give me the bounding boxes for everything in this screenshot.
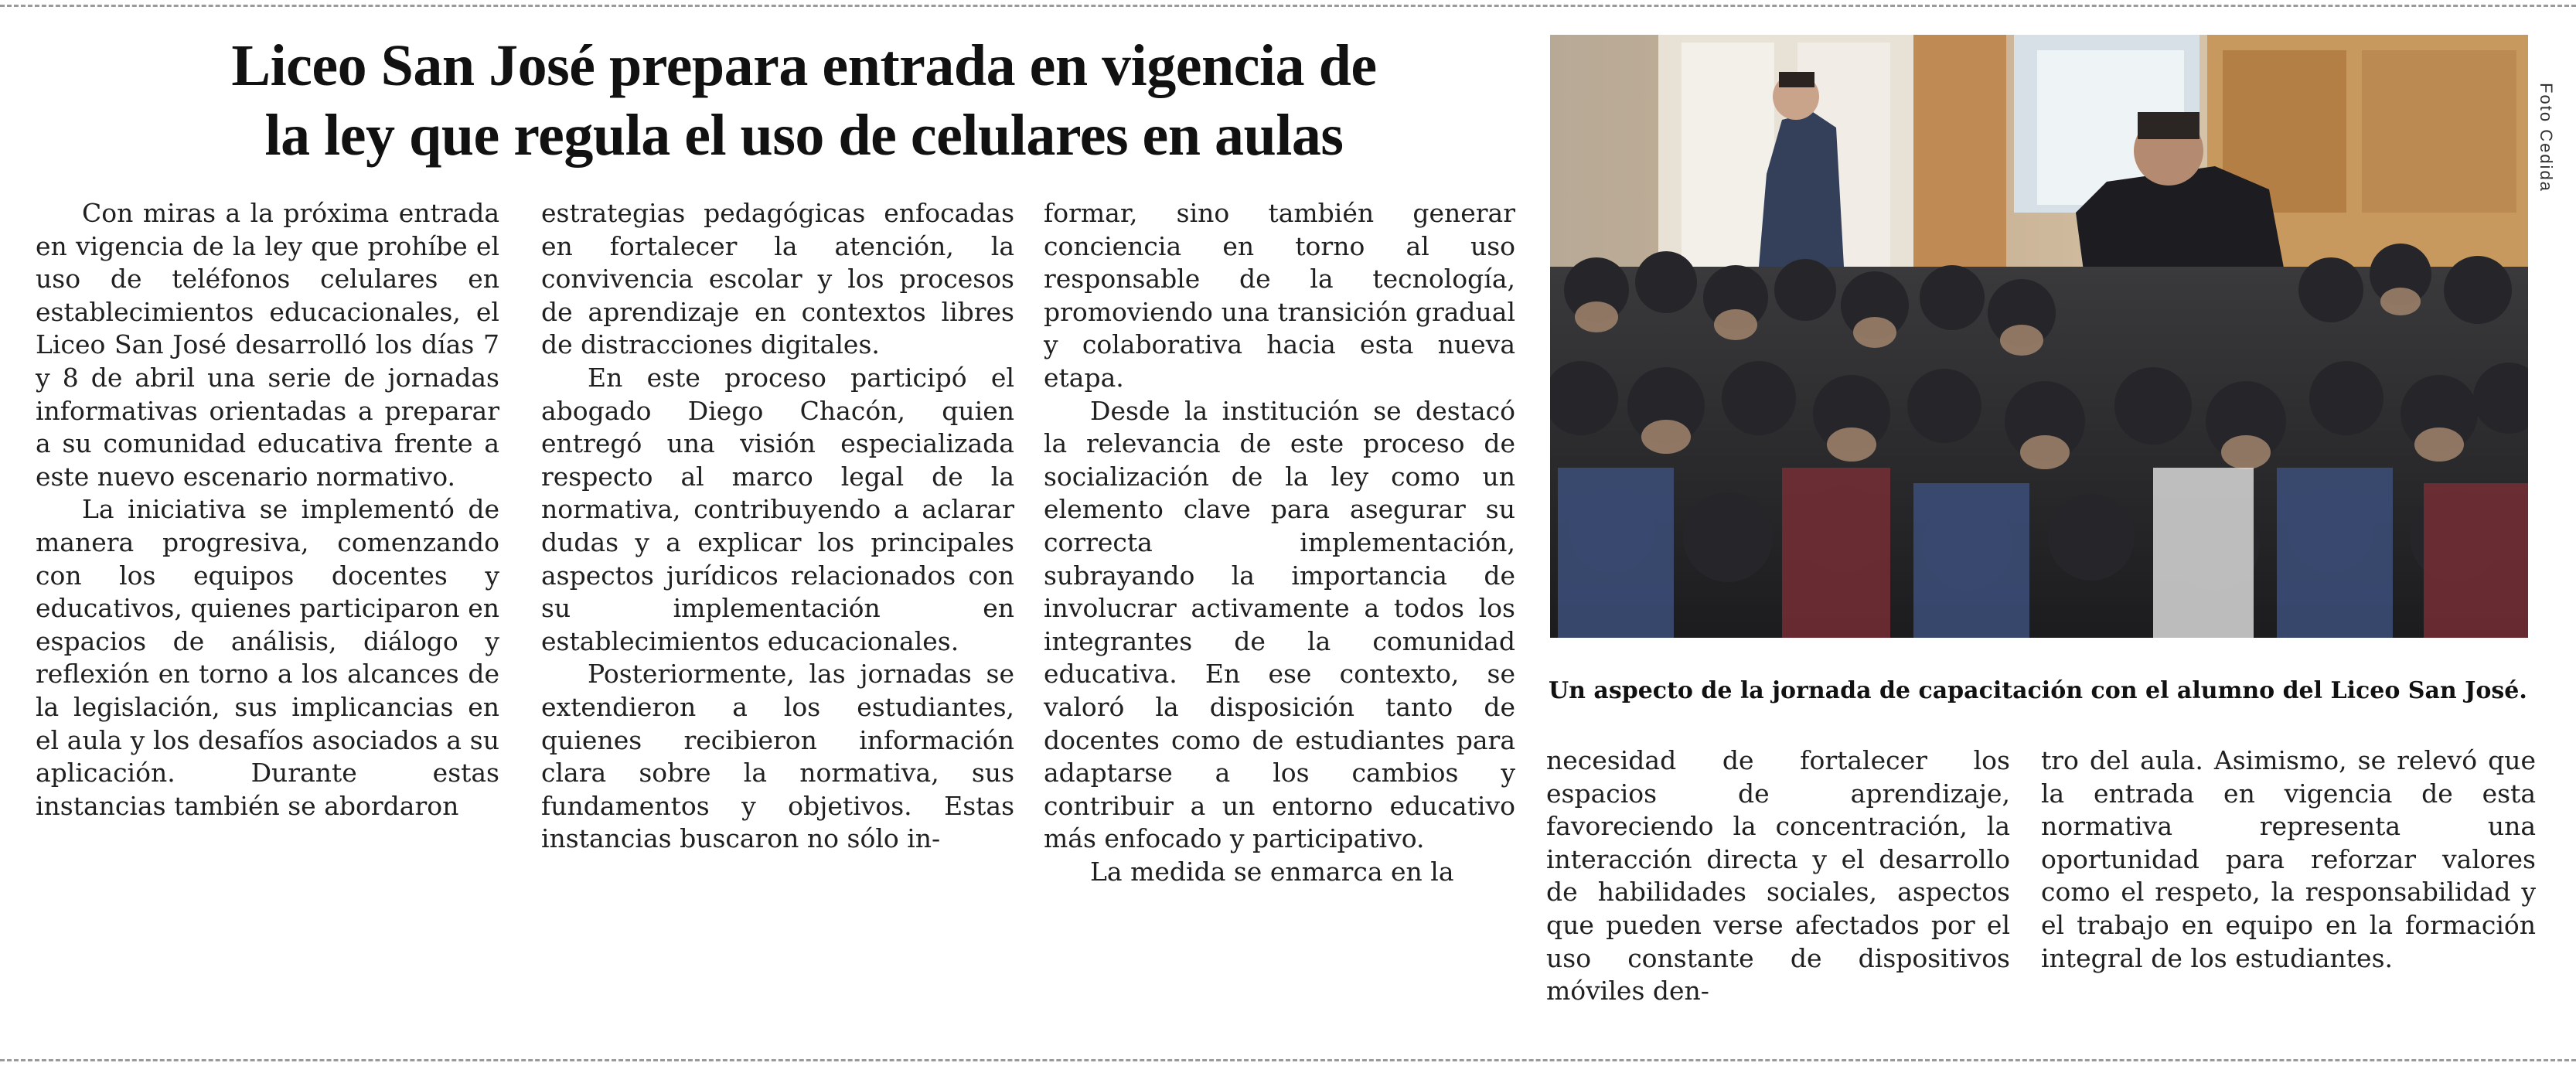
paragraph: Desde la institución se destacó la relevancia de este proceso de socialización de la ley como un elemento clave para asegurar su correcta implementación, subrayando la importancia de involucrar activamente a todos los integrantes de la comunidad educativa. En ese contexto, se valoró la disposición tanto de docentes como de estudiantes para adaptarse a los cambios y contribuir a un entorno educativo más enfocado y participativo. — [1044, 395, 1515, 854]
bottom-rule — [0, 1059, 2576, 1061]
headline — [147, 31, 1461, 170]
paragraph: En este proceso participó el abogado Diego Chacón, quien entregó una visión especializada respecto al marco legal de la normativa, contribuyendo a aclarar dudas y a explicar los principales aspectos jurídicos relacionados con su implementación en establecimientos educacionales. — [541, 362, 1014, 656]
top-rule — [0, 5, 2576, 7]
paragraph: La iniciativa se implementó de manera progresiva, comenzando con los equipos docentes y educativos, quienes participaron en espacios de análisis, diálogo y reflexión en torno a los alcances de la legislación, sus implicancias en el aula y los desafíos asociados a su aplicación. Durante estas instancias también se abordaron — [36, 494, 499, 821]
headline-line-1: Liceo San José prepara entrada en vigencia de — [231, 33, 1377, 98]
paragraph: formar, sino también generar conciencia en torno al uso responsable de la tecnología, promoviendo una transición gradual y colaborativa hacia esta nueva etapa. — [1044, 198, 1515, 393]
article-photo — [1550, 35, 2528, 638]
paragraph: estrategias pedagógicas enfocadas en fortalecer la atención, la convivencia escolar y los procesos de aprendizaje en contextos libres de distracciones digitales. — [541, 198, 1014, 360]
article-column-2 — [541, 197, 1014, 856]
article-column-3 — [1044, 197, 1515, 888]
article-column-1 — [36, 197, 499, 823]
paragraph: Posteriormente, las jornadas se extendieron a los estudiantes, quienes recibieron información clara sobre la normativa, sus fundamentos y objetivos. Estas instancias buscaron no sólo in- — [541, 659, 1014, 854]
article-column-5 — [2041, 744, 2536, 975]
paragraph: necesidad de fortalecer los espacios de aprendizaje, favoreciendo la concentración, la interacción directa y el desarrollo de habilidades sociales, aspectos que pueden verse afectados por el uso constante de dispositivos móviles den- — [1546, 745, 2010, 1007]
photo-caption: Un aspecto de la jornada de capacitación con el alumno del Liceo San José. — [1549, 677, 2527, 704]
paragraph: La medida se enmarca en la — [1090, 856, 1454, 887]
article-column-4 — [1546, 744, 2010, 1008]
photo-credit — [2534, 39, 2557, 240]
headline-line-2: la ley que regula el uso de celulares en aulas — [264, 103, 1344, 168]
paragraph: Con miras a la próxima entrada en vigencia de la ley que prohíbe el uso de teléfonos celulares en establecimientos educacionales, el Liceo San José desarrolló los días 7 y 8 de abril una serie de jornadas informativas orientadas a preparar a su comunidad educativa frente a este nuevo escenario normativo. — [36, 198, 499, 492]
photo-credit-text: Foto Cedida — [2537, 83, 2556, 192]
paragraph: tro del aula. Asimismo, se relevó que la entrada en vigencia de esta normativa representa una oportunidad para reforzar valores como el respeto, la responsabilidad y el trabajo en equipo en la formación integral de los estudiantes. — [2041, 745, 2536, 973]
